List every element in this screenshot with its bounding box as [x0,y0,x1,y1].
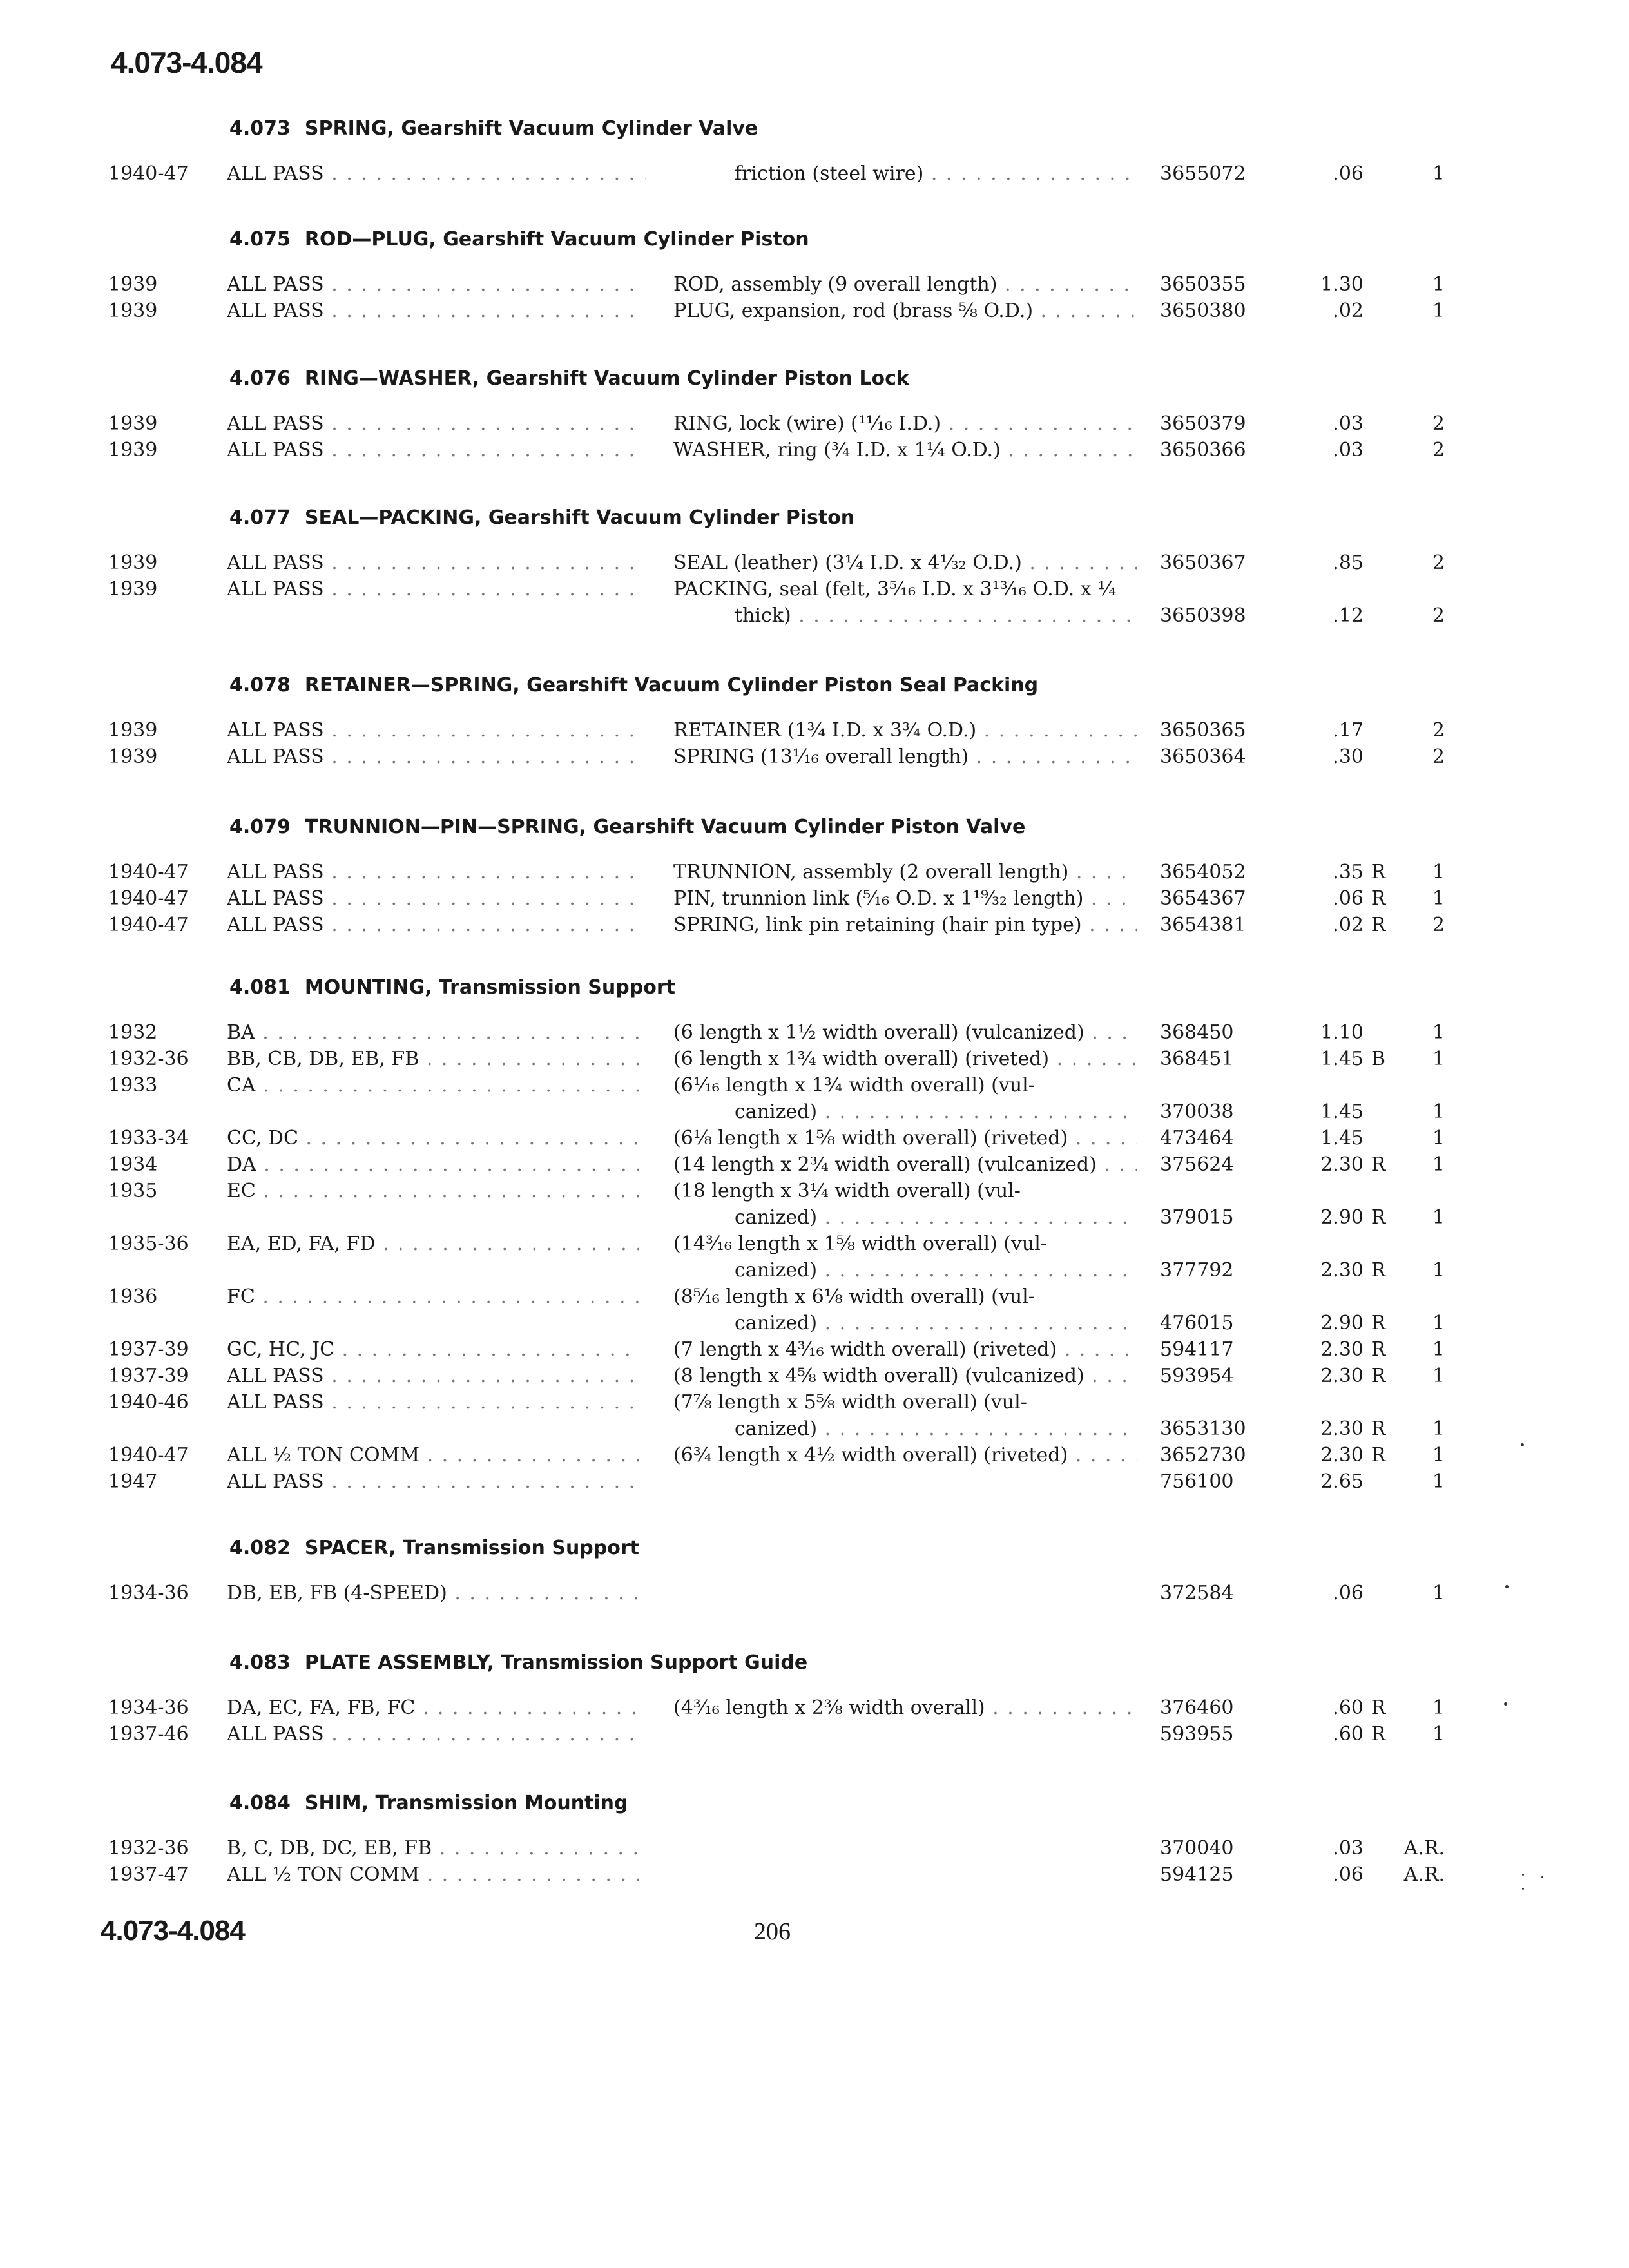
section-heading [229,674,1038,697]
models-cell: BA . . . [227,1019,639,1047]
models-cell: GC, HC, JC . . . [227,1336,639,1364]
parts-row-continuation [0,1204,1629,1232]
parts-row-continuation [0,1309,1629,1338]
models-cell: ALL PASS . . . [227,410,639,438]
quantity-cell: 1 [1432,1418,1445,1440]
parts-row [0,1441,1629,1470]
price-cell: .02 [1333,914,1364,936]
part-number-cell: 756100 [1160,1470,1234,1493]
section-title: PLATE ASSEMBLY, Transmission Support Guide [304,1651,808,1674]
price-cell: 2.30 [1320,1365,1364,1387]
models-cell: ALL PASS . . . [227,858,639,887]
price-cell: .12 [1333,604,1364,627]
section-title: RETAINER—SPRING, Gearshift Vacuum Cylinder Piston Seal Packing [304,674,1039,697]
years-cell: 1939 [108,273,158,296]
models-cell: ALL PASS . . . [227,911,639,939]
quantity-cell: 1 [1432,1259,1445,1282]
years-cell: 1935 [108,1180,158,1202]
description-cell: (6⅛ length x 1⅝ width overall) (riveted) . . . [673,1124,1137,1153]
description-cell: (7⅞ length x 5⅝ width overall) (vul- [673,1391,1027,1414]
models-cell: ALL PASS . . . [227,1389,639,1417]
part-number-cell: 594117 [1160,1338,1234,1361]
parts-row [0,1468,1629,1496]
quantity-cell: 2 [1432,439,1445,461]
price-cell: .06 [1333,887,1364,910]
price-cell: .35 [1333,861,1364,883]
description-cell: (8⁵⁄₁₆ length x 6⅛ width overall) (vul- [673,1285,1035,1308]
description-cell: TRUNNION, assembly (2 overall length) . . . [673,858,1137,887]
description-cell: ROD, assembly (9 overall length) . . . [673,271,1137,299]
years-cell: 1937-46 [108,1723,189,1745]
price-cell: 1.10 [1320,1021,1364,1044]
description-cell: (8 length x 4⅝ width overall) (vulcanized) . . . [673,1362,1137,1390]
section-title: SEAL—PACKING, Gearshift Vacuum Cylinder Piston [304,506,855,529]
section-number: 4.075 [229,228,291,251]
years-cell: 1939 [108,412,158,435]
years-cell: 1940-46 [108,1391,189,1414]
quantity-cell: 1 [1432,1696,1445,1719]
models-cell: ALL PASS . . . [227,575,639,604]
quantity-cell: A.R. [1403,1863,1445,1886]
parts-row [0,716,1629,745]
part-number-cell: 377792 [1160,1259,1234,1282]
scan-speck [1505,1585,1509,1588]
price-cell: 2.90 [1320,1312,1364,1334]
price-cell: 1.45 [1320,1100,1364,1123]
section-heading [229,506,854,529]
part-number-cell: 476015 [1160,1312,1234,1334]
years-cell: 1937-47 [108,1863,189,1886]
part-number-cell: 3652730 [1160,1444,1246,1466]
years-cell: 1933-34 [108,1127,189,1149]
parts-row [0,1230,1629,1258]
price-cell: 2.30 [1320,1444,1364,1466]
quantity-cell: 1 [1432,1127,1445,1149]
price-cell: .06 [1333,162,1364,185]
quantity-cell: A.R. [1403,1837,1445,1860]
price-cell: .06 [1333,1582,1364,1604]
years-cell: 1947 [108,1470,158,1493]
price-cell: .02 [1333,300,1364,322]
price-cell: .03 [1333,1837,1364,1860]
years-cell: 1939 [108,719,158,742]
parts-row [0,1389,1629,1417]
scan-speck [1541,1876,1543,1878]
page-number: 206 [754,1918,791,1945]
years-cell: 1939 [108,439,158,461]
section-number: 4.079 [229,816,291,838]
parts-row [0,743,1629,771]
part-number-cell: 3650380 [1160,300,1246,322]
price-cell: .60 [1333,1723,1364,1745]
description-cell: RETAINER (1¾ I.D. x 3¾ O.D.) . . . [673,716,1137,745]
quantity-cell: 1 [1432,1021,1445,1044]
models-cell: ALL PASS . . . [227,1468,639,1496]
price-cell: 2.30 [1320,1338,1364,1361]
part-number-cell: 372584 [1160,1582,1234,1604]
parts-row [0,1072,1629,1100]
description-cell: (7 length x 4³⁄₁₆ width overall) (riveted) . . . [673,1336,1137,1364]
models-cell: ALL PASS . . . [227,1720,639,1749]
description-cell: (6¾ length x 4½ width overall) (riveted) . . . [673,1441,1137,1470]
models-cell: ALL PASS . . . [227,1362,639,1390]
description-cell: (14³⁄₁₆ length x 1⅝ width overall) (vul- [673,1233,1047,1255]
quantity-cell: 2 [1432,412,1445,435]
price-cell: .06 [1333,1863,1364,1886]
models-cell: ALL PASS . . . [227,271,639,299]
years-cell: 1939 [108,745,158,768]
years-cell: 1939 [108,300,158,322]
parts-row [0,1019,1629,1047]
part-number-cell: 3650364 [1160,745,1246,768]
parts-row [0,1045,1629,1073]
flag-cell: R [1371,861,1386,883]
flag-cell: R [1371,914,1386,936]
quantity-cell: 1 [1432,300,1445,322]
parts-row [0,549,1629,577]
description-cell: (6 length x 1¾ width overall) (riveted) . . . [673,1045,1137,1073]
part-number-cell: 368451 [1160,1048,1234,1070]
flag-cell: R [1371,1312,1386,1334]
years-cell: 1934-36 [108,1582,189,1604]
section-number: 4.077 [229,506,291,529]
section-heading [229,367,909,390]
section-title: MOUNTING, Transmission Support [304,976,675,999]
description-cell: WASHER, ring (¾ I.D. x 1¼ O.D.) . . . [673,436,1137,465]
parts-row [0,1579,1629,1608]
flag-cell: R [1371,1365,1386,1387]
part-number-cell: 376460 [1160,1696,1234,1719]
parts-row [0,885,1629,913]
parts-row-continuation [0,602,1629,630]
description-continuation-cell: canized) . . . [735,1204,1137,1232]
models-cell: BB, CB, DB, EB, FB . . . [227,1045,639,1073]
models-cell: DA . . . [227,1151,639,1179]
quantity-cell: 1 [1432,1048,1445,1070]
section-title: SHIM, Transmission Mounting [304,1792,628,1814]
description-cell: (14 length x 2¾ width overall) (vulcanized) . . . [673,1151,1137,1179]
models-cell: ALL PASS . . . [227,436,639,465]
models-cell: B, C, DB, DC, EB, FB . . . [227,1834,639,1863]
quantity-cell: 1 [1432,273,1445,296]
quantity-cell: 1 [1432,1206,1445,1229]
section-heading [229,1792,628,1814]
parts-row [0,271,1629,299]
description-cell: (6¹⁄₁₆ length x 1¾ width overall) (vul- [673,1074,1035,1097]
quantity-cell: 1 [1432,1365,1445,1387]
price-cell: 2.30 [1320,1153,1364,1176]
description-cell: (4³⁄₁₆ length x 2⅜ width overall) . . . [673,1694,1137,1722]
models-cell: ALL ½ TON COMM . . . [227,1861,639,1889]
models-cell: DA, EC, FA, FB, FC . . . [227,1694,639,1722]
models-cell: ALL PASS . . . [227,716,639,745]
section-heading [229,1651,807,1674]
quantity-cell: 1 [1432,1338,1445,1361]
parts-row [0,911,1629,939]
price-cell: 2.30 [1320,1259,1364,1282]
parts-row [0,1362,1629,1390]
quantity-cell: 1 [1432,861,1445,883]
quantity-cell: 1 [1432,1470,1445,1493]
years-cell: 1939 [108,578,158,601]
years-cell: 1940-47 [108,162,189,185]
price-cell: 1.30 [1320,273,1364,296]
parts-row-continuation [0,1415,1629,1443]
parts-row [0,1694,1629,1722]
years-cell: 1939 [108,552,158,574]
scan-speck [1504,1702,1507,1706]
section-title: ROD—PLUG, Gearshift Vacuum Cylinder Piston [304,228,809,251]
quantity-cell: 2 [1432,552,1445,574]
parts-row-continuation [0,1098,1629,1126]
quantity-cell: 1 [1432,1312,1445,1334]
section-heading [229,816,1025,838]
parts-row [0,1124,1629,1153]
flag-cell: R [1371,1338,1386,1361]
description-continuation-cell: thick) . . . [735,602,1137,630]
price-cell: .03 [1333,439,1364,461]
section-number: 4.078 [229,674,291,697]
flag-cell: R [1371,1206,1386,1229]
quantity-cell: 1 [1432,1723,1445,1745]
description-cell: SPRING (13¹⁄₁₆ overall length) . . . [673,743,1137,771]
quantity-cell: 2 [1432,604,1445,627]
section-number: 4.084 [229,1792,291,1814]
models-cell: CA . . . [227,1072,639,1100]
models-cell: ALL ½ TON COMM . . . [227,1441,639,1470]
section-heading [229,117,758,140]
price-cell: 2.65 [1320,1470,1364,1493]
part-number-cell: 3650365 [1160,719,1246,742]
quantity-cell: 1 [1432,162,1445,185]
part-number-cell: 593954 [1160,1365,1234,1387]
flag-cell: R [1371,1153,1386,1176]
page-header: 4.073-4.084 [111,46,262,79]
description-cell: (6 length x 1½ width overall) (vulcanized) . . . [673,1019,1137,1047]
years-cell: 1940-47 [108,861,189,883]
years-cell: 1932-36 [108,1048,189,1070]
flag-cell: R [1371,1696,1386,1719]
years-cell: 1940-47 [108,1444,189,1466]
models-cell: FC . . . [227,1283,639,1311]
part-number-cell: 594125 [1160,1863,1234,1886]
quantity-cell: 1 [1432,1153,1445,1176]
section-heading [229,1537,639,1559]
parts-row [0,297,1629,325]
years-cell: 1934-36 [108,1696,189,1719]
years-cell: 1940-47 [108,914,189,936]
price-cell: .30 [1333,745,1364,768]
description-cell: PACKING, seal (felt, 3⁵⁄₁₆ I.D. x 3¹³⁄₁₆ O.D. x ¼ [673,578,1117,601]
price-cell: 2.30 [1320,1418,1364,1440]
models-cell: ALL PASS . . . [227,297,639,325]
models-cell: ALL PASS . . . [227,885,639,913]
years-cell: 1932 [108,1021,158,1044]
price-cell: .85 [1333,552,1364,574]
price-cell: .60 [1333,1696,1364,1719]
part-number-cell: 3653130 [1160,1418,1246,1440]
parts-row [0,436,1629,465]
parts-row [0,1151,1629,1179]
description-cell: SEAL (leather) (3¼ I.D. x 4¹⁄₃₂ O.D.) . . . [673,549,1137,577]
part-number-cell: 3650379 [1160,412,1246,435]
scan-speck [1522,1874,1524,1876]
description-cell: RING, lock (wire) (¹¹⁄₁₆ I.D.) . . . [673,410,1137,438]
part-number-cell: 593955 [1160,1723,1234,1745]
section-number: 4.082 [229,1537,291,1559]
section-number: 4.073 [229,117,291,140]
parts-row [0,410,1629,438]
price-cell: 1.45 [1320,1048,1364,1070]
section-number: 4.083 [229,1651,291,1674]
part-number-cell: 370038 [1160,1100,1234,1123]
parts-row [0,1861,1629,1889]
flag-cell: R [1371,887,1386,910]
flag-cell: R [1371,1259,1386,1282]
scan-speck [1522,1888,1524,1890]
part-number-cell: 3654052 [1160,861,1246,883]
years-cell: 1932-36 [108,1837,189,1860]
parts-row [0,858,1629,887]
page-footer-section-range: 4.073-4.084 [101,1915,245,1946]
description-cell: PLUG, expansion, rod (brass ⅝ O.D.) . . . [673,297,1137,325]
quantity-cell: 2 [1432,719,1445,742]
section-number: 4.081 [229,976,291,999]
models-cell: EA, ED, FA, FD . . . [227,1230,639,1258]
parts-row-continuation [0,160,1629,188]
part-number-cell: 379015 [1160,1206,1234,1229]
models-cell: EC . . . [227,1177,639,1206]
years-cell: 1937-39 [108,1365,189,1387]
description-cell: PIN, trunnion link (⁵⁄₁₆ O.D. x 1¹⁹⁄₃₂ length) . . . [673,885,1137,913]
models-cell: ALL PASS . . . [227,743,639,771]
description-continuation-cell: canized) . . . [735,1098,1137,1126]
part-number-cell: 3650355 [1160,273,1246,296]
parts-row [0,1283,1629,1311]
price-cell: .17 [1333,719,1364,742]
description-continuation-cell: canized) . . . [735,1256,1137,1285]
parts-row [0,1177,1629,1206]
part-number-cell: 368450 [1160,1021,1234,1044]
models-cell: ALL PASS . . . [227,160,646,188]
models-cell: CC, DC . . . [227,1124,639,1153]
part-number-cell: 375624 [1160,1153,1234,1176]
part-number-cell: 473464 [1160,1127,1234,1149]
parts-row-continuation [0,1256,1629,1285]
part-number-cell: 3655072 [1160,162,1246,185]
years-cell: 1933 [108,1074,158,1097]
section-heading [229,228,809,251]
part-number-cell: 3650398 [1160,604,1246,627]
price-cell: 2.90 [1320,1206,1364,1229]
part-number-cell: 370040 [1160,1837,1234,1860]
price-cell: 1.45 [1320,1127,1364,1149]
flag-cell: R [1371,1418,1386,1440]
description-cell: SPRING, link pin retaining (hair pin type) . . . [673,911,1137,939]
part-number-cell: 3654381 [1160,914,1246,936]
description-cell: (18 length x 3¼ width overall) (vul- [673,1180,1021,1202]
years-cell: 1936 [108,1285,158,1308]
flag-cell: R [1371,1444,1386,1466]
parts-row [0,1336,1629,1364]
description-continuation-cell: canized) . . . [735,1415,1137,1443]
flag-cell: B [1371,1048,1386,1070]
section-title: SPACER, Transmission Support [304,1537,640,1559]
quantity-cell: 1 [1432,887,1445,910]
scan-speck [1521,1443,1524,1446]
section-title: RING—WASHER, Gearshift Vacuum Cylinder Piston Lock [304,367,909,390]
years-cell: 1937-39 [108,1338,189,1361]
years-cell: 1935-36 [108,1233,189,1255]
years-cell: 1934 [108,1153,158,1176]
models-cell: ALL PASS . . . [227,549,639,577]
section-heading [229,976,675,999]
parts-row [0,575,1629,604]
section-title: TRUNNION—PIN—SPRING, Gearshift Vacuum Cylinder Piston Valve [304,816,1026,838]
description-continuation-cell: friction (steel wire) . . . [735,160,1137,188]
part-number-cell: 3654367 [1160,887,1246,910]
years-cell: 1940-47 [108,887,189,910]
parts-row [0,1834,1629,1863]
section-title: SPRING, Gearshift Vacuum Cylinder Valve [304,117,758,140]
quantity-cell: 1 [1432,1100,1445,1123]
part-number-cell: 3650367 [1160,552,1246,574]
part-number-cell: 3650366 [1160,439,1246,461]
quantity-cell: 2 [1432,914,1445,936]
quantity-cell: 2 [1432,745,1445,768]
quantity-cell: 1 [1432,1582,1445,1604]
section-number: 4.076 [229,367,291,390]
price-cell: .03 [1333,412,1364,435]
parts-row [0,1720,1629,1749]
quantity-cell: 1 [1432,1444,1445,1466]
description-continuation-cell: canized) . . . [735,1309,1137,1338]
models-cell: DB, EB, FB (4-SPEED) . . . [227,1579,639,1608]
flag-cell: R [1371,1723,1386,1745]
